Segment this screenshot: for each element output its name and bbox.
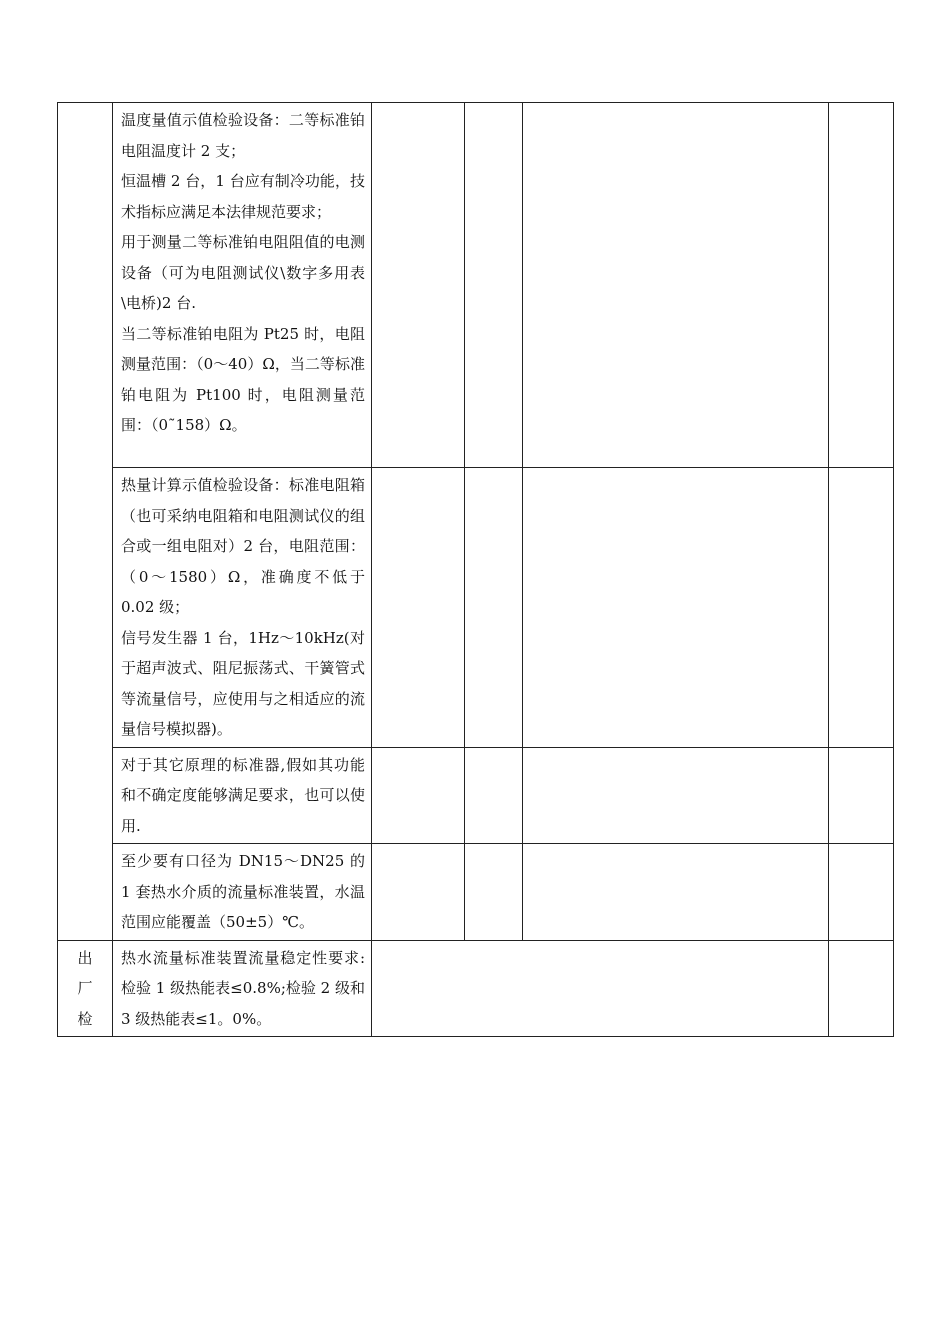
empty-cell — [829, 844, 894, 941]
empty-cell — [465, 844, 523, 941]
requirement-cell — [113, 844, 372, 941]
requirement-paragraph: 热水流量标准装置流量稳定性要求:检验 1 级热能表≤0.8%;检验 2 级和 3 级热能表≤1。0%。 — [121, 948, 365, 1028]
empty-cell — [523, 844, 829, 941]
empty-cell — [523, 747, 829, 844]
requirement-paragraph: 热量计算示值检验设备：标准电阻箱（也可采纳电阻箱和电阻测试仪的组合或一组电阻对）2 台，电阻范围：（0～1580）Ω，准确度不低于 0.02 级； — [121, 476, 365, 616]
category-cell — [58, 103, 113, 941]
table-row — [58, 844, 894, 941]
requirement-cell — [113, 747, 372, 844]
requirement-paragraph: 恒温槽 2 台，1 台应有制冷功能，技术指标应满足本法律规范要求； — [121, 172, 365, 221]
requirement-paragraph: 至少要有口径为 DN15～DN25 的 1 套热水介质的流量标准装置，水温范围应能覆盖（50±5）℃。 — [121, 852, 365, 931]
empty-cell — [523, 103, 829, 468]
empty-cell — [523, 468, 829, 748]
table-row — [58, 940, 894, 1037]
empty-cell — [372, 747, 465, 844]
empty-cell — [829, 747, 894, 844]
requirement-cell — [113, 468, 372, 748]
empty-cell — [829, 940, 894, 1037]
empty-cell — [465, 747, 523, 844]
empty-cell — [372, 468, 465, 748]
requirement-paragraph: 当二等标准铂电阻为 Pt25 时，电阻测量范围：（0～40）Ω，当二等标准铂电阻为 Pt100 时，电阻测量范围：（0˜158）Ω。 — [121, 324, 365, 434]
requirement-cell — [113, 103, 372, 468]
factory-inspection-label: 出 厂 检 — [58, 940, 113, 1037]
requirement-paragraph: 对于其它原理的标准器,假如其功能和不确定度能够满足要求，也可以使用. — [121, 755, 365, 835]
requirement-paragraph: 用于测量二等标准铂电阻阻值的电测设备（可为电阻测试仪\数字多用表\电桥)2 台. — [121, 233, 365, 312]
table-row — [58, 468, 894, 748]
empty-cell — [372, 103, 465, 468]
requirement-paragraph: 信号发生器 1 台，1Hz～10kHz(对于超声波式、阻尼振荡式、干簧管式等流量信号，应使用与之相适应的流量信号模拟器)。 — [121, 628, 365, 738]
requirement-cell — [113, 940, 372, 1037]
empty-cell — [465, 468, 523, 748]
empty-cell — [829, 468, 894, 748]
empty-cell — [372, 940, 829, 1037]
empty-cell — [829, 103, 894, 468]
table-row — [58, 103, 894, 468]
requirement-paragraph: 温度量值示值检验设备：二等标准铂电阻温度计 2 支； — [121, 111, 365, 160]
table-row — [58, 747, 894, 844]
empty-cell — [372, 844, 465, 941]
requirements-table — [57, 102, 894, 1037]
empty-cell — [465, 103, 523, 468]
